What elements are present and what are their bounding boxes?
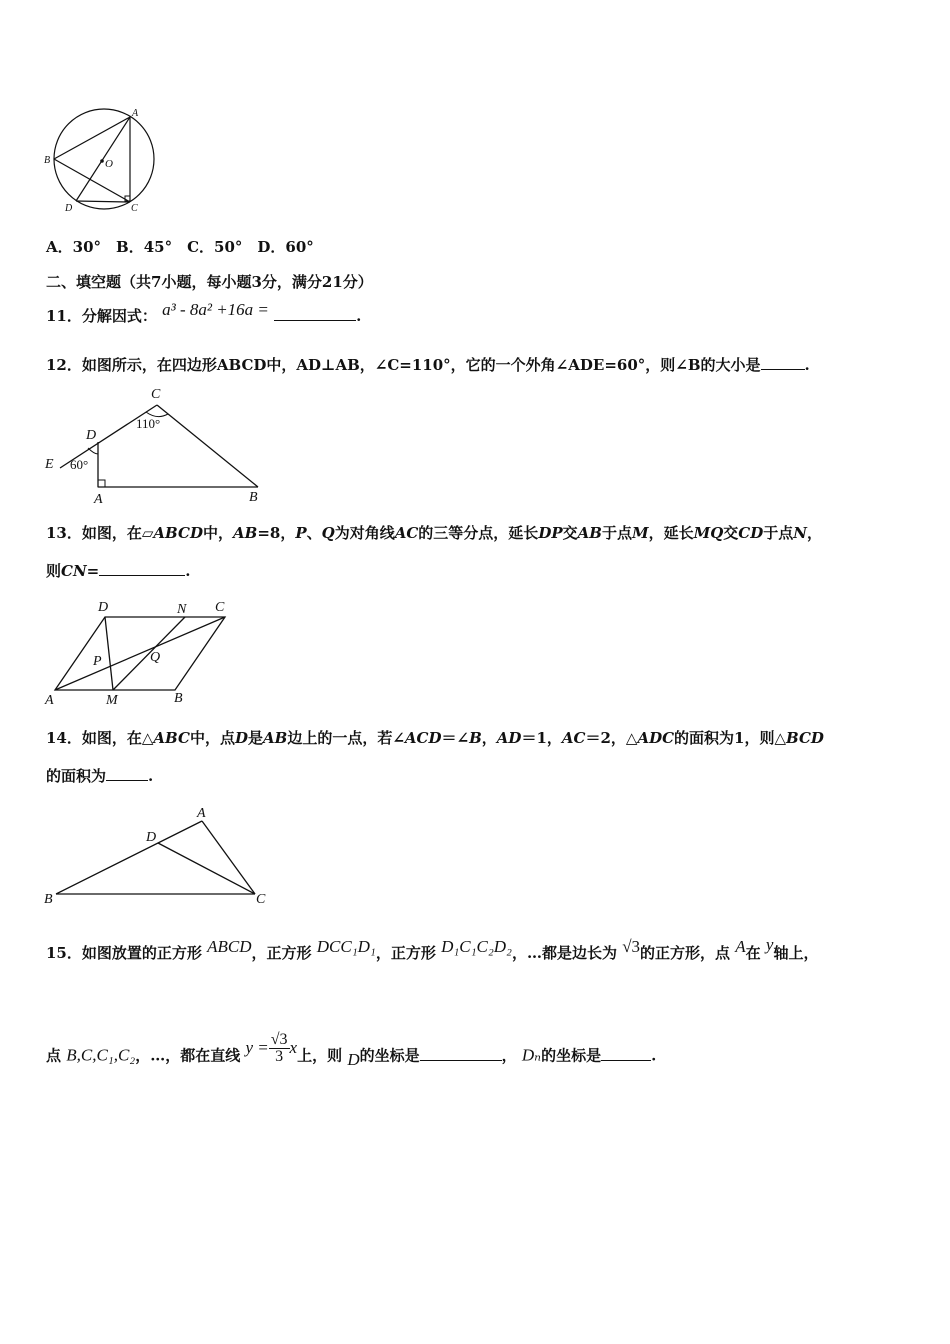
q13-line2-prefix: 则 xyxy=(46,562,62,580)
q15-text-1: 15．如图放置的正方形 xyxy=(46,944,202,962)
para-label-q: Q xyxy=(150,650,161,665)
q15-answer-blank-d[interactable] xyxy=(420,1046,502,1061)
para-label-c: C xyxy=(215,600,225,615)
q15-var-y: y xyxy=(765,935,774,954)
q13-answer-blank[interactable] xyxy=(99,561,185,576)
q14-line2-text: 的面积为 xyxy=(46,767,107,785)
triangle-figure xyxy=(40,803,280,911)
q13-text-11: 于点 xyxy=(763,524,794,542)
q13-text-9: ，延长 xyxy=(648,524,694,542)
q13-text-5: 为对角线 xyxy=(334,524,395,542)
q13-line1 xyxy=(46,522,822,543)
q14-text-1: 14．如图，在△ xyxy=(46,729,154,747)
quad-label-c: C xyxy=(151,387,161,402)
q13-var-ab: AB xyxy=(232,524,258,542)
q14-text-5: ＝∠ xyxy=(441,729,470,747)
parallelogram-figure xyxy=(40,596,240,708)
q13-text-3: =8， xyxy=(257,524,296,542)
tri-label-c: C xyxy=(256,892,266,907)
q15-answer-blank-dn[interactable] xyxy=(601,1046,651,1061)
q11-end: . xyxy=(356,307,362,325)
q13-var-dp: DP xyxy=(538,524,563,542)
para-label-n: N xyxy=(177,602,187,617)
q15-text-4: ，…都是边长为 xyxy=(511,944,617,962)
q13-end: . xyxy=(185,562,191,580)
q15-line-eq-fraction xyxy=(269,1032,290,1065)
q11-answer-blank[interactable] xyxy=(274,306,356,321)
para-label-a: A xyxy=(45,693,54,708)
para-label-b: B xyxy=(174,691,183,706)
q11 xyxy=(46,300,362,326)
q14-var-d: D xyxy=(234,729,248,747)
q14-answer-blank[interactable] xyxy=(106,766,148,781)
q15-text-7: 轴上， xyxy=(773,944,819,962)
q13-var-abcd: ABCD xyxy=(153,524,203,542)
q10-options: A．30° B．45° C．50° D．60° xyxy=(46,238,314,256)
q15-l2-text-3: 上，则 xyxy=(297,1046,343,1065)
q14-line2 xyxy=(46,765,153,786)
q15-line-eq-num: √3 xyxy=(270,1031,288,1048)
q14-var-abc: ABC xyxy=(153,729,190,747)
q15-text-5: 的正方形，点 xyxy=(640,944,731,962)
q13-var-m: M xyxy=(631,524,649,542)
q14-text-4: 边上的一点，若∠ xyxy=(287,729,405,747)
q15-var-dn: Dₙ xyxy=(521,1045,542,1065)
q15-var-a: A xyxy=(735,937,746,956)
q13-var-mq: MQ xyxy=(693,524,724,542)
para-label-d: D xyxy=(98,600,109,615)
parallelogram-symbol: ▱ xyxy=(141,524,154,542)
q14-var-ac: AC xyxy=(561,729,586,747)
q15-l2-text-1: 点 xyxy=(46,1046,62,1065)
tri-label-a: A xyxy=(197,806,206,821)
q14-line1 xyxy=(46,727,824,748)
q15-l2-text-5: ， xyxy=(501,1046,517,1065)
q14-text-7: ＝1， xyxy=(521,729,562,747)
q15-var-abcd: ABCD xyxy=(207,937,252,956)
q13-text-8: 于点 xyxy=(601,524,632,542)
quad-angle-c: 110° xyxy=(136,416,161,431)
q12-text: 12．如图所示，在四边形ABCD中，AD⊥AB，∠C=110°，它的一个外角∠ADE=60°，则∠B的大小是 xyxy=(46,356,761,374)
q15-line-eq-den: 3 xyxy=(275,1048,284,1065)
q13-text-1: 13．如图，在 xyxy=(46,524,142,542)
q15-sqrt3: √3 xyxy=(622,937,641,956)
q13-var-n: N xyxy=(793,524,807,542)
q14-text-8: ＝2，△ xyxy=(585,729,638,747)
circle-label-d: D xyxy=(65,203,73,214)
q14-var-adc: ADC xyxy=(637,729,675,747)
tri-label-d: D xyxy=(146,830,157,845)
q12 xyxy=(46,354,810,375)
q14-var-ab: AB xyxy=(263,729,288,747)
quad-angle-d: 60° xyxy=(70,457,89,472)
q13-var-q: Q xyxy=(321,524,335,542)
section2-title: 二、填空题（共7小题，每小题3分，满分21分） xyxy=(46,273,373,291)
q12-end: . xyxy=(804,356,810,374)
q15-text-3: ，正方形 xyxy=(375,944,436,962)
circle-label-o: O xyxy=(105,158,113,170)
q11-prefix: 11．分解因式： xyxy=(46,307,157,325)
q15-l2-text-2: ，…，都在直线 xyxy=(135,1046,241,1065)
q15-l2-text-4: 的坐标是 xyxy=(359,1046,420,1065)
q15-text-2: ，正方形 xyxy=(251,944,312,962)
q14-text-2: 中，点 xyxy=(189,729,235,747)
q15-points: B,C,C₁,C₂ xyxy=(66,1045,136,1065)
tri-label-b: B xyxy=(44,892,53,907)
q13-text-4: 、 xyxy=(306,524,322,542)
q14-var-ad: AD xyxy=(496,729,522,747)
q14-var-bcd: BCD xyxy=(786,729,824,747)
q15-var-dcc1d1: DCC₁D₁ xyxy=(316,937,376,956)
quad-label-e: E xyxy=(45,457,54,472)
q15-line2 xyxy=(46,1031,657,1073)
q13-text-10: 交 xyxy=(723,524,739,542)
q15-end: . xyxy=(651,1046,657,1065)
q13-var-cd: CD xyxy=(738,524,764,542)
q13-text-7: 交 xyxy=(562,524,578,542)
q13-text-6: 的三等分点，延长 xyxy=(418,524,539,542)
q15-text-6: 在 xyxy=(745,944,761,962)
q13-var-ab-2: AB xyxy=(577,524,602,542)
q13-var-p: P xyxy=(295,524,307,542)
para-label-m: M xyxy=(106,693,118,708)
quad-label-a: A xyxy=(94,492,103,506)
q13-var-ac: AC xyxy=(394,524,419,542)
circle-figure xyxy=(40,105,170,215)
q14-end: . xyxy=(148,767,154,785)
q13-text-12: ， xyxy=(806,524,822,542)
q13-text-2: 中， xyxy=(202,524,233,542)
q14-text-3: 是 xyxy=(248,729,264,747)
q15-line1 xyxy=(46,935,819,963)
q15-var-d1c1c2d2: D₁C₁C₂D₂ xyxy=(441,937,512,956)
circle-label-a: A xyxy=(132,108,139,119)
q14-text-6: ， xyxy=(481,729,497,747)
quad-label-d: D xyxy=(86,428,97,443)
q14-text-9: 的面积为1，则△ xyxy=(674,729,787,747)
q11-expression: a³ - 8a² +16a = xyxy=(162,300,269,319)
para-label-p: P xyxy=(93,654,102,669)
q15-line-eq-x: x xyxy=(289,1037,298,1057)
q14-var-b: B xyxy=(469,729,482,747)
quadrilateral-figure xyxy=(40,384,270,506)
q15-line-eq-left: y = xyxy=(245,1037,269,1057)
q13-var-cn: CN xyxy=(61,562,87,580)
quad-label-b: B xyxy=(249,490,258,505)
q12-answer-blank[interactable] xyxy=(761,355,805,370)
q15-var-d: D xyxy=(347,1049,360,1069)
circle-label-c: C xyxy=(131,203,138,214)
q14-var-acd: ACD xyxy=(404,729,442,747)
q15-l2-text-6: 的坐标是 xyxy=(541,1046,602,1065)
q13-line2 xyxy=(46,560,190,581)
circle-label-b: B xyxy=(44,155,51,166)
q13-line2-eq: = xyxy=(86,562,100,580)
